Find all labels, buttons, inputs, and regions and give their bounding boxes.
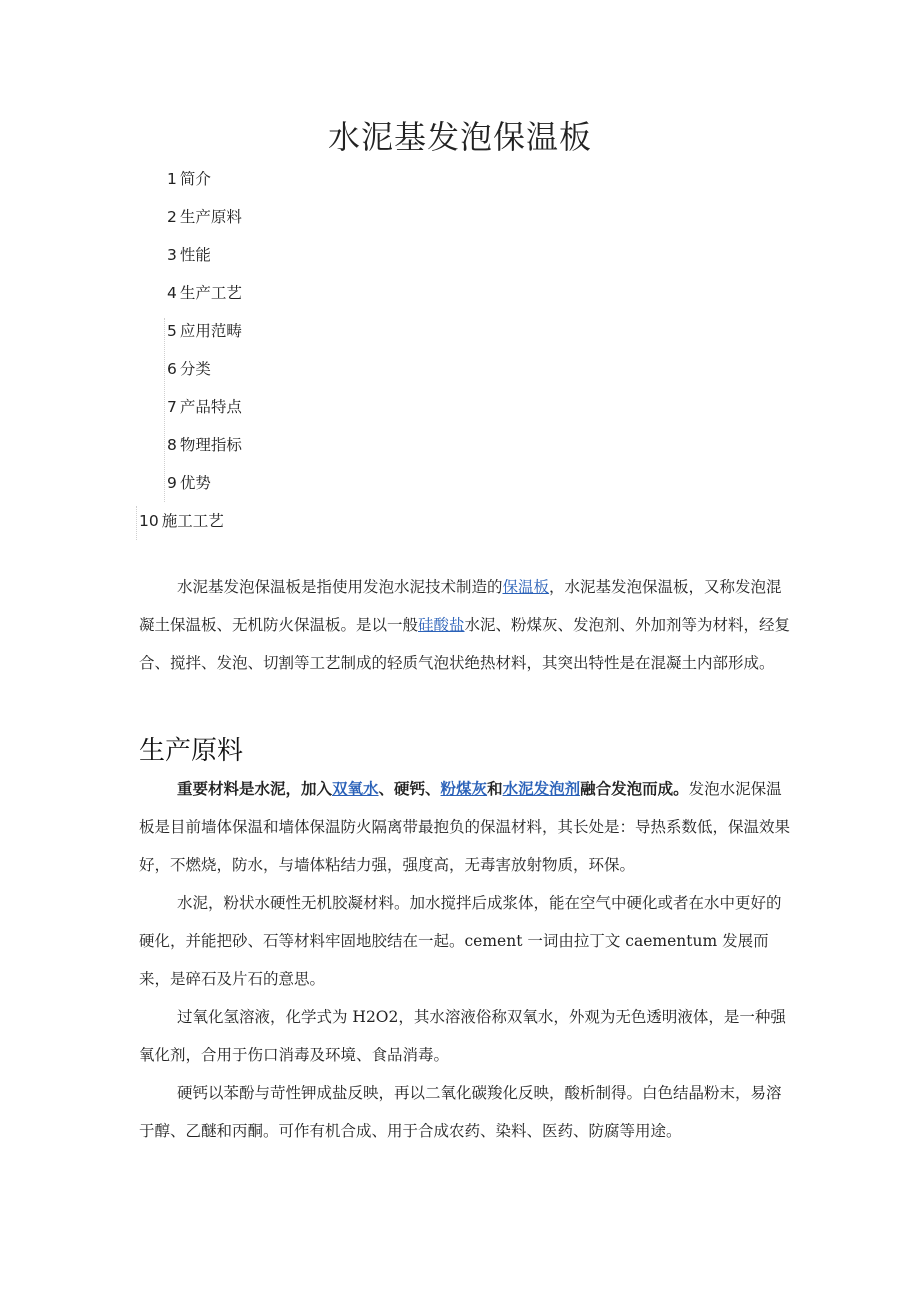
text-run: ，水泥基发泡保温板，又称发泡混凝土保温板、无机防火保温板。是以一般 xyxy=(139,578,782,634)
toc-number: 7 xyxy=(167,398,177,416)
bold-run xyxy=(177,779,689,798)
document-title: 水泥基发泡保温板 xyxy=(327,118,592,156)
toc-item-construction[interactable] xyxy=(139,510,224,532)
link-foaming-agent[interactable]: 水泥发泡剂 xyxy=(502,779,581,798)
raw-materials-paragraph-h2o2: 过氧化氢溶液，化学式为 H2O2，其水溶液俗称双氧水，外观为无色透明液体，是一种强氧化剂，合用于伤口消毒及环境、食品消毒。 xyxy=(139,1008,786,1064)
toc-label: 性能 xyxy=(179,246,211,264)
toc-number: 8 xyxy=(167,436,177,454)
raw-materials-paragraph-hard-calcium: 硬钙以苯酚与苛性钾成盐反映，再以二氧化碳羧化反映，酸析制得。白色结晶粉末，易溶于醇、乙醚和丙酮。可作有机合成、用于合成农药、染料、医药、防腐等用途。 xyxy=(139,1084,782,1140)
toc-label: 分类 xyxy=(179,360,211,378)
text-run: 水泥、粉煤灰、发泡剂、外加剂等为材料，经复合、搅拌、发泡、切割等工艺制成的轻质气泡状绝热材料，其突出特性是在混凝土内部形成。 xyxy=(139,616,791,672)
toc-item-applications[interactable] xyxy=(167,320,242,342)
link-fly-ash[interactable]: 粉煤灰 xyxy=(440,779,488,798)
toc-number: 5 xyxy=(167,322,177,340)
toc-item-classification[interactable] xyxy=(167,358,211,380)
raw-materials-paragraph-1 xyxy=(139,770,791,884)
toc-number: 9 xyxy=(167,474,177,492)
toc-guide-line xyxy=(164,318,165,502)
toc-item-raw-materials[interactable] xyxy=(167,206,242,228)
toc-label: 简介 xyxy=(179,170,211,188)
toc-label: 施工工艺 xyxy=(161,512,224,530)
toc-number: 1 xyxy=(167,170,177,188)
link-hydrogen-peroxide[interactable]: 双氧水 xyxy=(332,779,379,798)
toc-item-intro[interactable] xyxy=(167,168,211,190)
toc-label: 应用范畴 xyxy=(179,322,242,340)
toc-number: 6 xyxy=(167,360,177,378)
toc-number: 2 xyxy=(167,208,177,226)
toc-number: 4 xyxy=(167,284,177,302)
raw-materials-paragraph-cement: 水泥，粉状水硬性无机胶凝材料。加水搅拌后成浆体，能在空气中硬化或者在水中更好的硬化，并能把砂、石等材料牢固地胶结在一起。cement 一词由拉丁文 caementum 发展而来，是碎石及片石的意思。 xyxy=(139,894,782,988)
toc-label: 产品特点 xyxy=(179,398,242,416)
toc-guide-line xyxy=(136,506,137,540)
section-heading-raw-materials: 生产原料 xyxy=(139,736,244,766)
link-insulation-board[interactable]: 保温板 xyxy=(502,578,550,596)
toc-number: 10 xyxy=(139,512,159,530)
link-silicate[interactable]: 硅酸盐 xyxy=(418,616,465,634)
toc-item-process[interactable] xyxy=(167,282,242,304)
toc-item-performance[interactable] xyxy=(167,244,211,266)
toc-item-physical-indicators[interactable] xyxy=(167,434,242,456)
text-run: 发泡水泥保温板是目前墙体保温和墙体保温防火隔离带最抱负的保温材料，其长处是：导热系数低，保温效果好，不燃烧，防水，与墙体粘结力强，强度高，无毒害放射物质，环保。 xyxy=(139,780,791,874)
toc-label: 生产工艺 xyxy=(179,284,242,302)
text-run: 融合发泡而成。 xyxy=(580,779,689,798)
text-run: 和 xyxy=(487,779,503,798)
text-run: 、硬钙、 xyxy=(378,779,441,798)
toc-label: 生产原料 xyxy=(179,208,242,226)
toc-item-features[interactable] xyxy=(167,396,242,418)
toc-label: 物理指标 xyxy=(179,436,242,454)
toc-item-advantages[interactable] xyxy=(167,472,211,494)
text-run: 重要材料是水泥，加入 xyxy=(177,779,333,798)
text-run: 水泥基发泡保温板是指使用发泡水泥技术制造的 xyxy=(177,578,503,596)
toc-label: 优势 xyxy=(179,474,211,492)
toc-number: 3 xyxy=(167,246,177,264)
intro-paragraph xyxy=(139,568,791,682)
